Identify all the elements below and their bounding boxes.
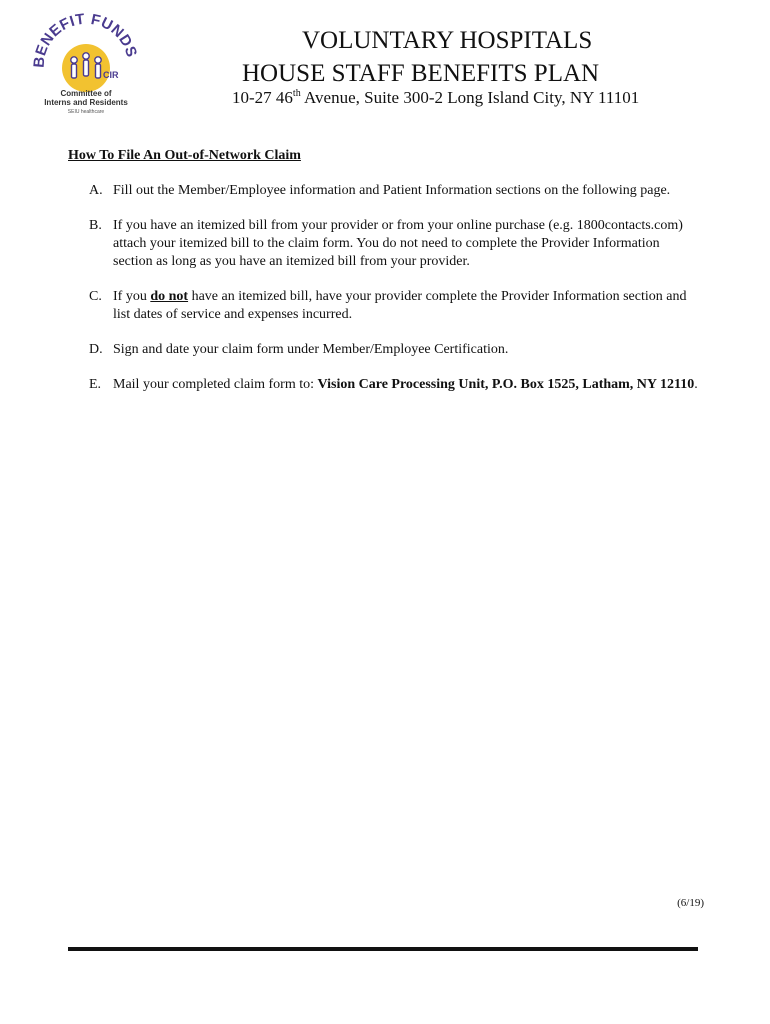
address-number: 10-27 46 <box>232 88 293 107</box>
instruction-item <box>89 288 699 324</box>
item-marker: B. <box>89 218 102 233</box>
item-text-after: . <box>694 377 698 392</box>
logo-affiliation: SEIU healthcare <box>67 109 105 115</box>
footer-divider <box>68 947 698 951</box>
item-text-after: have an itemized bill, have your provider complete the Provider Information section and list dates of service and expenses incurred. <box>113 289 687 322</box>
section-heading: How To File An Out-of-Network Claim <box>68 148 301 163</box>
address-rest: Avenue, Suite 300-2 Long Island City, NY 11101 <box>300 88 640 107</box>
instruction-item <box>89 376 699 394</box>
instruction-list <box>89 182 699 411</box>
item-emphasis: do not <box>150 289 189 304</box>
title-line-1: VOLUNTARY HOSPITALS <box>302 27 593 54</box>
instruction-item <box>89 217 699 271</box>
benefit-funds-logo <box>30 12 142 116</box>
mailing-address: Vision Care Processing Unit, P.O. Box 1525, Latham, NY 12110 <box>317 377 695 392</box>
title-line-2: HOUSE STAFF BENEFITS PLAN <box>242 60 600 87</box>
instruction-item <box>89 341 699 359</box>
plan-address <box>232 88 639 108</box>
instruction-item <box>89 182 699 200</box>
item-marker: D. <box>89 342 103 357</box>
item-marker: A. <box>89 183 103 198</box>
item-marker: E. <box>89 377 102 392</box>
logo-arc-text: BENEFIT FUNDS <box>30 12 141 69</box>
item-text-before: If you <box>113 289 151 304</box>
logo-cir-mark: CIR <box>103 70 119 80</box>
logo-org-line2: Interns and Residents <box>44 98 128 107</box>
logo-graphic <box>30 12 142 116</box>
address-ordinal: th <box>292 88 301 99</box>
item-text: Sign and date your claim form under Member/Employee Certification. <box>113 342 509 357</box>
logo-org-line1: Committee of <box>60 89 112 98</box>
logo-figures <box>71 53 101 78</box>
item-text-before: Mail your completed claim form to: <box>113 377 318 392</box>
revision-date: (6/19) <box>677 897 704 909</box>
item-marker: C. <box>89 289 102 304</box>
item-text: If you have an itemized bill from your provider or from your online purchase (e.g. 1800contacts.com) attach your itemized bill to the claim form. You do not need to complete the Provider Information section as long as you have an itemized bill from your provider. <box>113 218 683 269</box>
item-text: Fill out the Member/Employee information and Patient Information sections on the following page. <box>113 183 671 198</box>
